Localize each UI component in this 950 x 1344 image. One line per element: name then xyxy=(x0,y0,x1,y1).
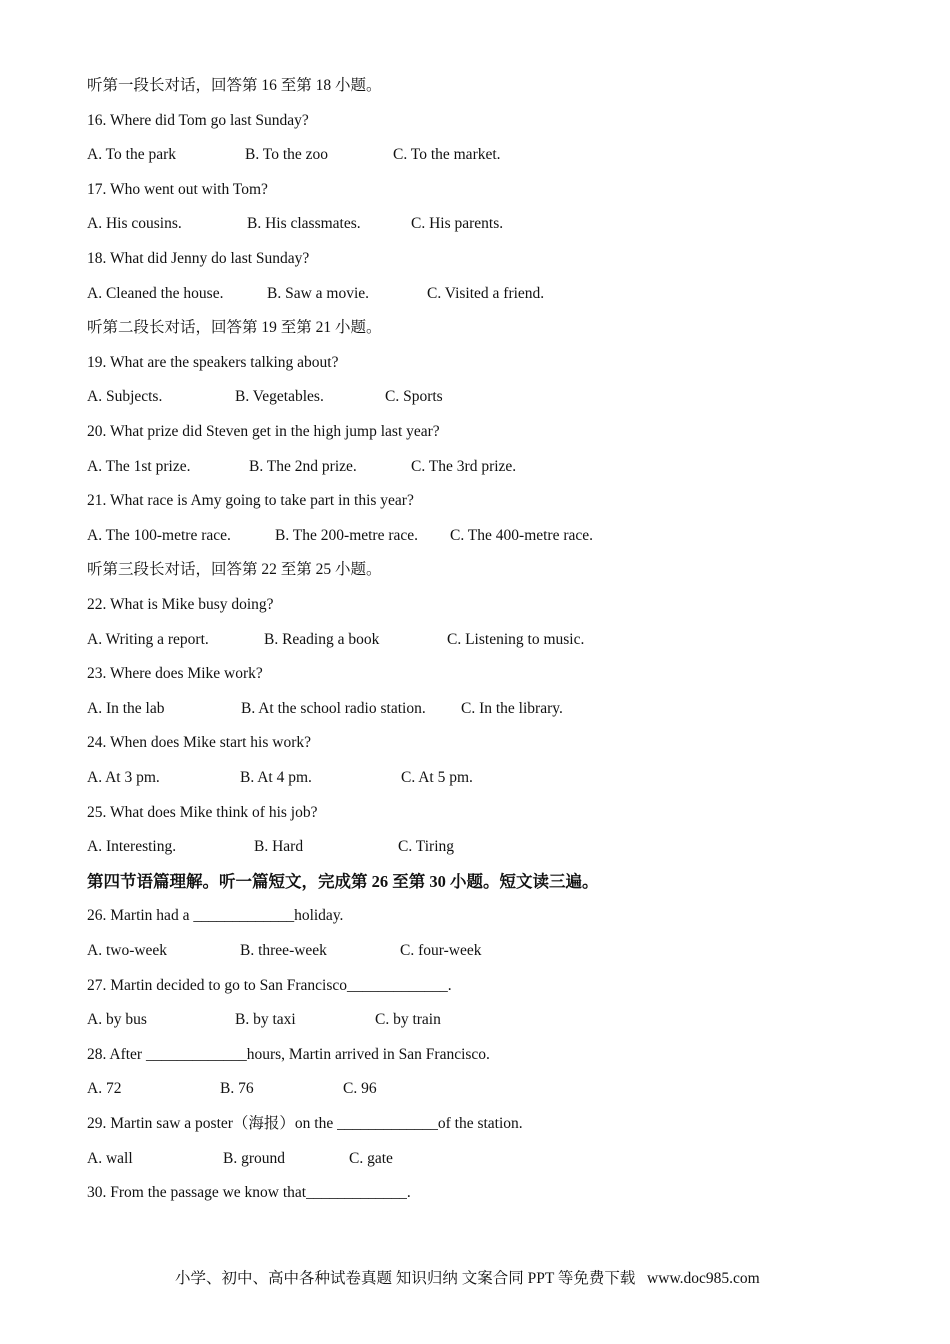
option-c: C. Listening to music. xyxy=(447,630,585,648)
options-row xyxy=(87,526,787,546)
option-b: B. Reading a book xyxy=(264,630,380,648)
question-text: 23. Where does Mike work? xyxy=(87,665,263,683)
option-b: B. The 200-metre race. xyxy=(275,526,419,544)
option-a: A. Interesting. xyxy=(87,838,177,856)
option-c: C. The 3rd prize. xyxy=(411,457,517,475)
option-c: C. Visited a friend. xyxy=(427,284,545,302)
option-b: B. Hard xyxy=(254,838,304,856)
option-c: C. Sports xyxy=(385,388,443,406)
section-instruction: 听第一段长对话，回答第 16 至第 18 小题。 xyxy=(87,77,382,94)
question-text: 21. What race is Amy going to take part in this year? xyxy=(87,492,414,510)
option-a: A. by bus xyxy=(87,1011,147,1029)
options-row xyxy=(87,699,787,719)
option-a: A. Subjects. xyxy=(87,388,163,406)
option-c: C. gate xyxy=(349,1149,393,1167)
options-row xyxy=(87,768,787,788)
question-text: 20. What prize did Steven get in the high jump last year? xyxy=(87,423,440,440)
question-text: 28. After _____________hours, Martin arrived in San Francisco. xyxy=(87,1045,490,1063)
option-c: C. To the market. xyxy=(393,146,501,164)
option-c: C. At 5 pm. xyxy=(401,769,473,786)
option-b: B. Vegetables. xyxy=(235,388,324,406)
page-footer: 小学、初中、高中各种试卷真题 知识归纳 文案合同 PPT 等免费下载 www.doc985.com xyxy=(175,1270,760,1287)
option-b: B. At the school radio station. xyxy=(241,699,426,717)
options-row xyxy=(87,1149,787,1169)
options-row xyxy=(87,1010,787,1030)
option-a: A. Writing a report. xyxy=(87,630,209,648)
options-row xyxy=(87,630,787,650)
option-a: A. 72 xyxy=(87,1080,122,1098)
option-c: C. In the library. xyxy=(461,699,563,717)
question-text: 17. Who went out with Tom? xyxy=(87,180,268,198)
option-b: B. by taxi xyxy=(235,1011,296,1029)
options-row xyxy=(87,457,787,477)
options-row xyxy=(87,837,787,857)
options-row xyxy=(87,1079,787,1099)
option-b: B. Saw a movie. xyxy=(267,284,370,302)
question-text: 26. Martin had a _____________holiday. xyxy=(87,907,344,925)
option-a: A. To the park xyxy=(87,146,177,164)
question-text: 22. What is Mike busy doing? xyxy=(87,596,274,613)
options-row xyxy=(87,941,787,961)
option-b: B. At 4 pm. xyxy=(240,769,312,786)
option-c: C. His parents. xyxy=(411,215,504,233)
option-c: C. Tiring xyxy=(398,838,455,856)
question-text: 19. What are the speakers talking about? xyxy=(87,353,339,371)
question-text: 25. What does Mike think of his job? xyxy=(87,803,318,821)
option-a: A. In the lab xyxy=(87,699,165,717)
question-text: 27. Martin decided to go to San Francisco_____________. xyxy=(87,976,452,994)
options-row xyxy=(87,214,787,234)
question-text: 24. When does Mike start his work? xyxy=(87,734,311,752)
question-text: 16. Where did Tom go last Sunday? xyxy=(87,111,309,129)
option-a: A. Cleaned the house. xyxy=(87,284,224,302)
option-c: C. 96 xyxy=(343,1080,377,1098)
option-b: B. His classmates. xyxy=(247,215,361,233)
option-c: C. The 400-metre race. xyxy=(450,526,594,544)
question-text: 18. What did Jenny do last Sunday? xyxy=(87,250,310,267)
options-row xyxy=(87,145,787,165)
option-c: C. four-week xyxy=(400,942,482,959)
option-b: B. To the zoo xyxy=(245,146,329,164)
option-a: A. The 100-metre race. xyxy=(87,526,231,544)
options-row xyxy=(87,387,787,407)
option-b: B. 76 xyxy=(220,1080,254,1098)
option-b: B. three-week xyxy=(240,942,327,959)
option-b: B. The 2nd prize. xyxy=(249,457,357,475)
question-text: 30. From the passage we know that_____________. xyxy=(87,1184,411,1202)
option-b: B. ground xyxy=(223,1149,285,1167)
option-a: A. two-week xyxy=(87,942,168,959)
section-instruction: 听第三段长对话，回答第 22 至第 25 小题。 xyxy=(87,561,382,579)
option-a: A. wall xyxy=(87,1149,133,1167)
options-row xyxy=(87,284,787,304)
section-heading: 第四节语篇理解。听一篇短文，完成第 26 至第 30 小题。短文读三遍。 xyxy=(87,871,599,891)
section-instruction: 听第二段长对话，回答第 19 至第 21 小题。 xyxy=(87,319,382,337)
option-a: A. His cousins. xyxy=(87,215,182,233)
question-text: 29. Martin saw a poster（海报）on the _____________of the station. xyxy=(87,1115,523,1132)
option-a: A. At 3 pm. xyxy=(87,769,160,786)
option-a: A. The 1st prize. xyxy=(87,457,191,475)
option-c: C. by train xyxy=(375,1011,441,1029)
